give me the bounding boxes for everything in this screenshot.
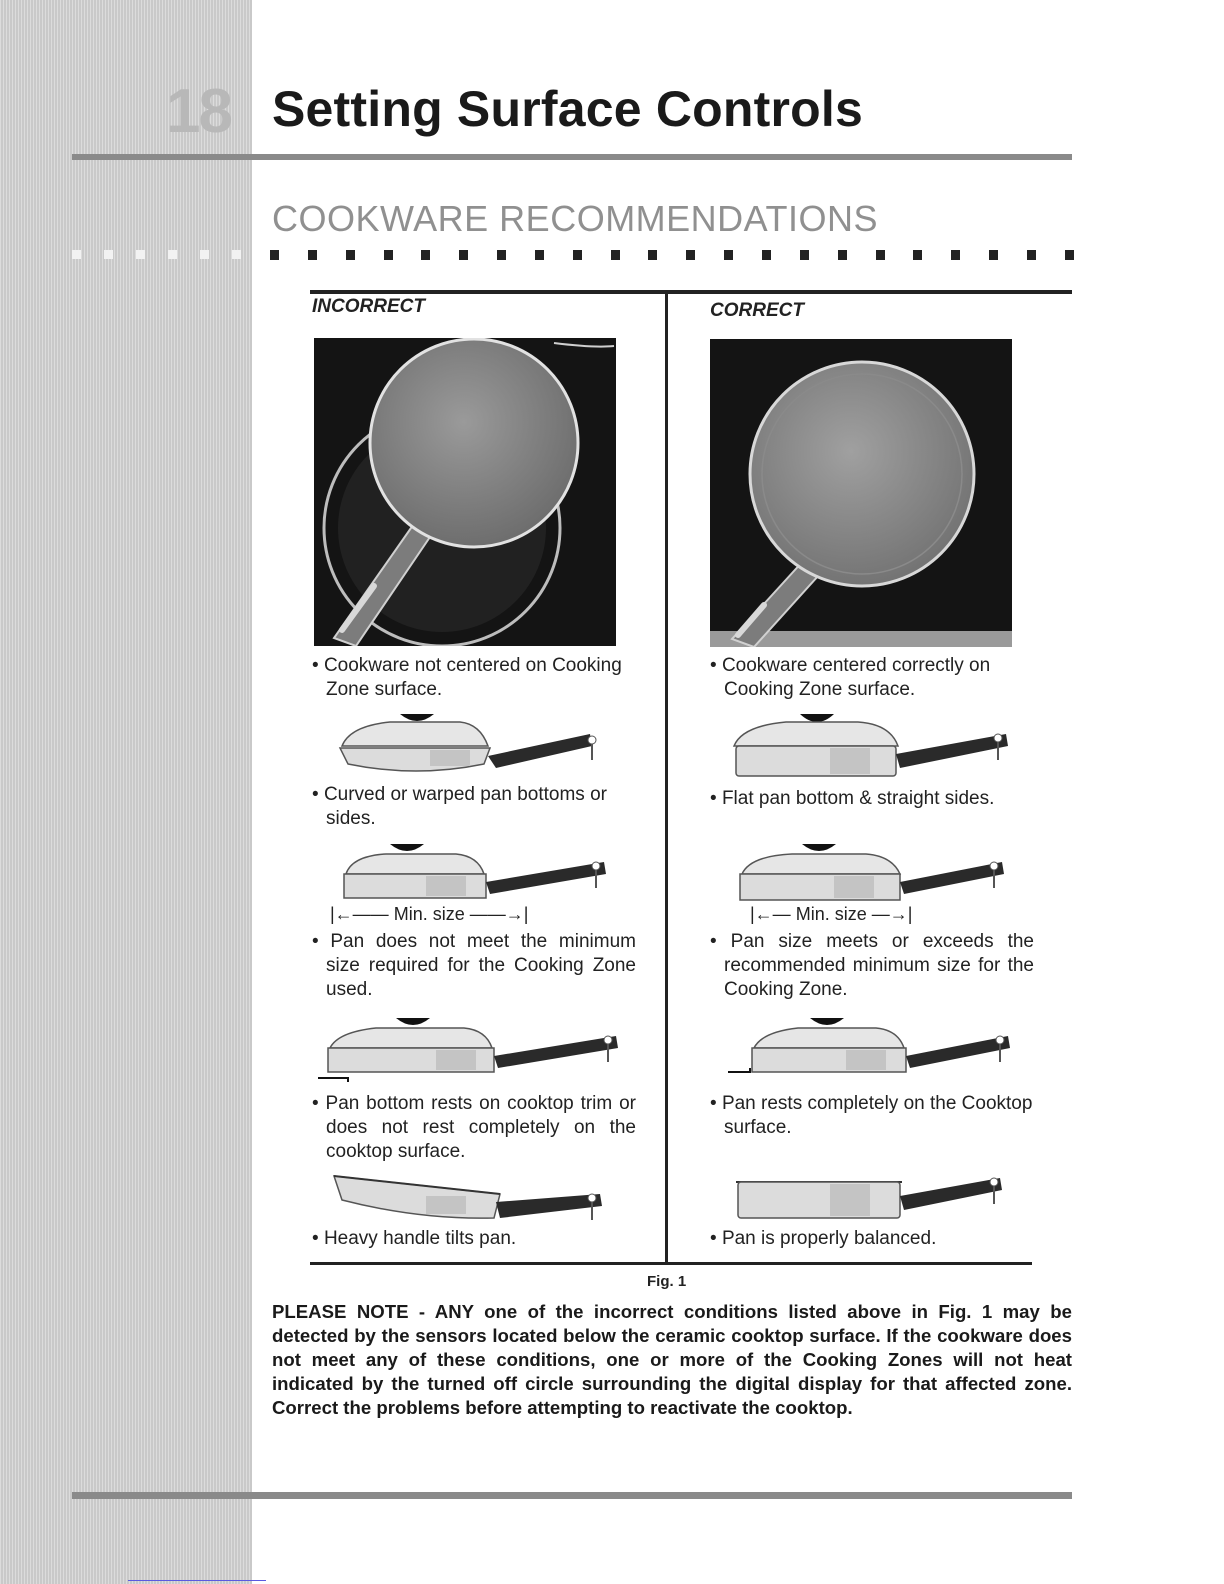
correct-min-size-label: Min. size (795, 904, 867, 924)
small-pan-icon (330, 836, 610, 906)
page-sidebar (0, 0, 252, 1584)
page-title: Setting Surface Controls (272, 81, 863, 137)
off-center-pan-photo (314, 338, 616, 646)
incorrect-caption-2: • Curved or warped pan bottoms or sides. (312, 783, 636, 831)
arrow-left-icon: |←—— (330, 904, 389, 924)
figure-column-divider (665, 293, 668, 1263)
figure-bottom-rule (310, 1262, 1032, 1265)
arrow-right-icon: ——→| (469, 904, 529, 924)
please-note-paragraph: PLEASE NOTE - ANY one of the incorrect conditions listed above in Fig. 1 may be detected by the sensors located below the ceramic cooktop surface. If the cookware does not meet any of these conditions, one or more of the Cooking Zones will not heat indicated by the turned off circle surrounding the digital display for that affected zone. Correct the problems before attempting to reactivate the cooktop. (272, 1301, 1072, 1418)
figure-label: Fig. 1 (647, 1273, 687, 1290)
warped-pan-icon (330, 706, 610, 786)
footer-rule (72, 1492, 1072, 1499)
incorrect-min-size-label: Min. size (393, 904, 465, 924)
arrow-left-icon: |←— (750, 904, 791, 924)
correct-caption-1: • Cookware centered correctly on Cooking Zone surface. (710, 654, 1034, 702)
incorrect-caption-4: • Pan bottom rests on cooktop trim or does not rest completely on the cooktop surface. (312, 1092, 636, 1164)
pan-on-cooktop-icon (726, 1010, 1016, 1090)
footer-link-line (128, 1580, 266, 1581)
sidebar-dots (72, 250, 241, 259)
incorrect-caption-1: • Cookware not centered on Cooking Zone surface. (312, 654, 636, 702)
correct-heading: CORRECT (710, 300, 804, 321)
page-number: 18 (166, 77, 231, 146)
tilted-pan-icon (330, 1166, 610, 1226)
correct-caption-5: • Pan is properly balanced. (710, 1227, 1034, 1251)
correct-caption-4: • Pan rests completely on the Cooktop surface. (710, 1092, 1034, 1140)
section-dot-row (270, 250, 1074, 260)
incorrect-heading: INCORRECT (312, 296, 425, 317)
balanced-pan-icon (734, 1166, 1014, 1226)
figure-top-rule (310, 290, 1072, 294)
correct-caption-2: • Flat pan bottom & straight sides. (710, 787, 1034, 811)
pan-on-trim-icon (316, 1010, 626, 1090)
arrow-right-icon: —→| (871, 904, 913, 924)
header-rule (72, 154, 1072, 160)
flat-pan-icon (730, 706, 1010, 786)
correct-caption-3: • Pan size meets or exceeds the recommended minimum size for the Cooking Zone. (710, 930, 1034, 1002)
large-pan-icon (736, 836, 1016, 906)
incorrect-min-size-dimension (330, 904, 528, 925)
incorrect-caption-5: • Heavy handle tilts pan. (312, 1227, 636, 1251)
centered-pan-photo (710, 339, 1012, 647)
section-title: COOKWARE RECOMMENDATIONS (272, 198, 879, 239)
incorrect-caption-3: • Pan does not meet the minimum size required for the Cooking Zone used. (312, 930, 636, 1002)
correct-min-size-dimension (750, 904, 912, 925)
